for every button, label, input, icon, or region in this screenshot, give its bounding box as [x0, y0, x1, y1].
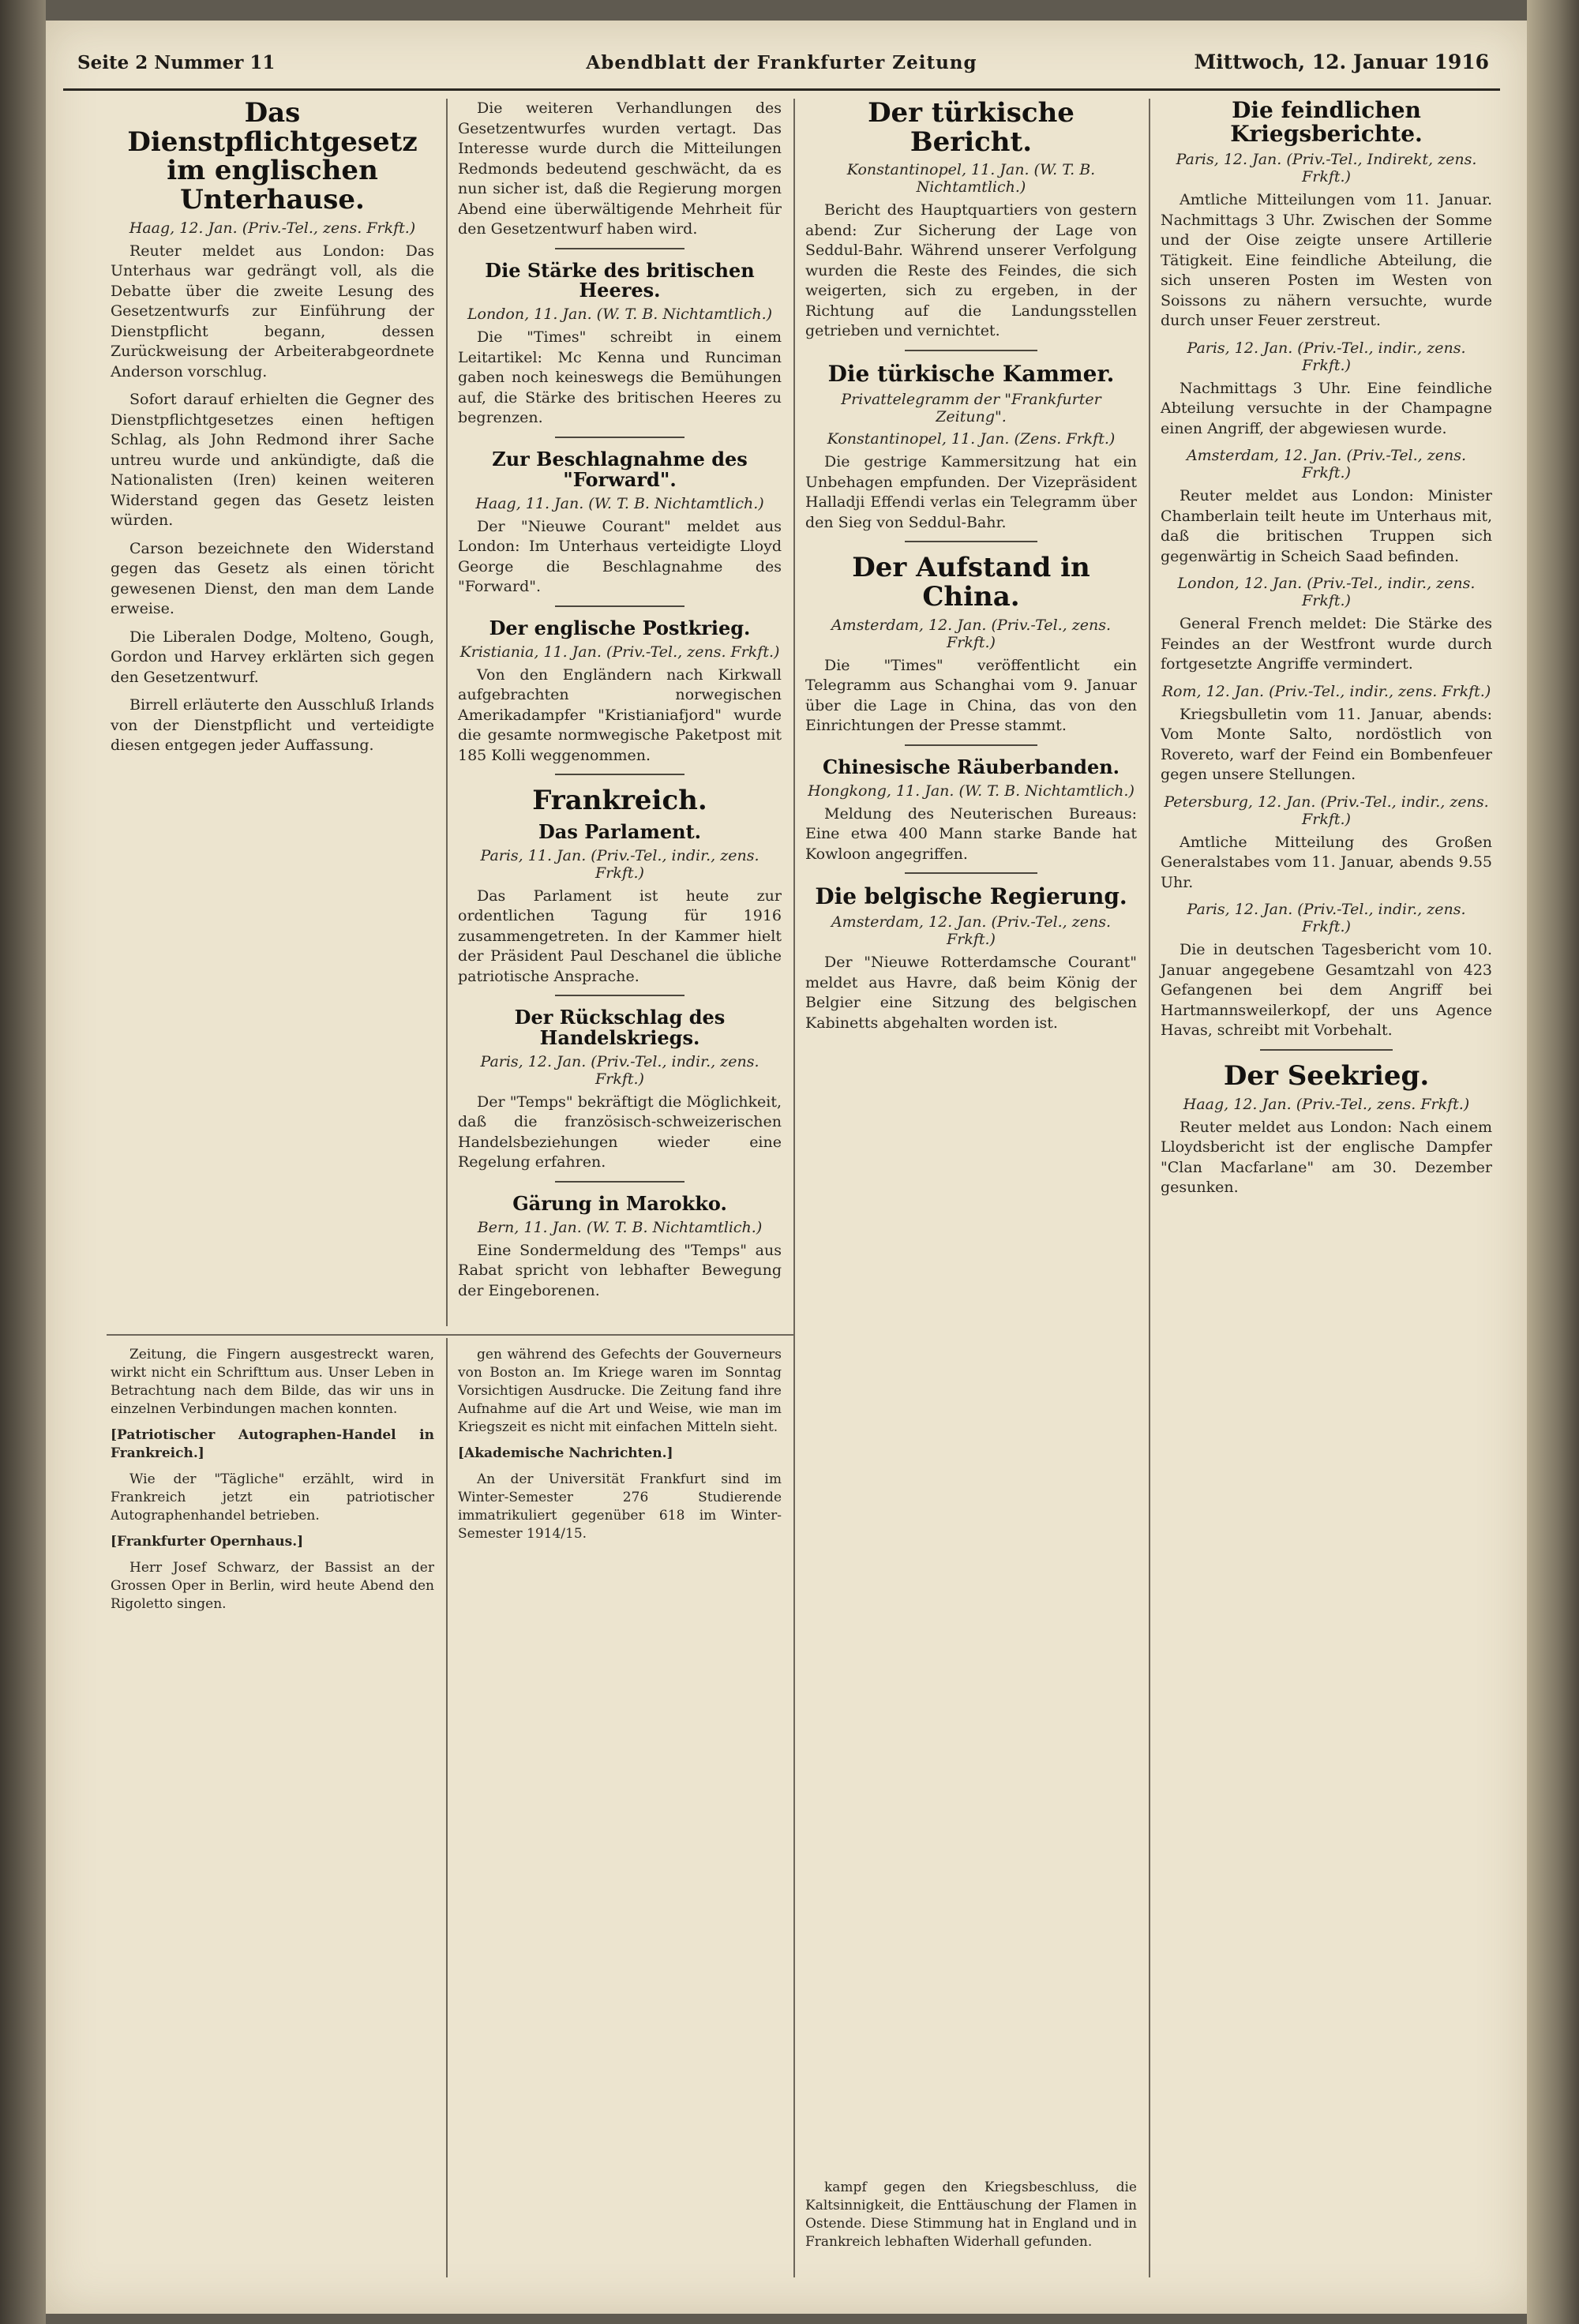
article-paragraph: Die weiteren Verhandlungen des Gesetzentwurfes wurden vertagt. Das Interesse wurde durch die Mitteilungen Redmonds bedeutend geschwächt, da es nun sicher ist, daß die Regierung morgen Abend eine überwältigende Mehrheit für den Gesetzentwurf haben wird.	[458, 99, 782, 238]
section-divider	[555, 995, 684, 996]
feuilleton-paragraph: Herr Josef Schwarz, der Bassist an der Grossen Oper in Berlin, wird heute Abend den Rigoletto singen.	[111, 1560, 434, 1612]
section-divider	[555, 248, 684, 249]
dateline: Paris, 12. Jan. (Priv.-Tel., indir., zens. Frkft.)	[1187, 901, 1466, 936]
article-paragraph: Bericht des Hauptquartiers von gestern abend: Zur Sicherung der Lage von Seddul-Bahr. Während unserer Verfolgung wurden die Reste des Feindes, die sich weigerten, sich zu ergeben, in der Richtung auf die Landungsstellen getrieben und vernichtet.	[805, 201, 1137, 340]
article-paragraph: Birrell erläuterte den Ausschluß Irlands von der Dienstpflicht und verteidigte diesen entgegen jeder Auffassung.	[111, 696, 434, 755]
column-2	[458, 99, 782, 1309]
feuilleton-column-3	[805, 2179, 1137, 2259]
section-divider	[905, 872, 1037, 874]
article-headline: Der türkische Bericht.	[868, 97, 1075, 158]
dateline: Petersburg, 12. Jan. (Priv.-Tel., indir., zens. Frkft.)	[1164, 793, 1489, 828]
column-rule	[446, 99, 448, 1326]
article-paragraph: Carson bezeichnete den Widerstand gegen das Gesetz als einen töricht gewesenen Dienst, den man dem Lande erweise.	[111, 539, 434, 618]
section-divider	[555, 1181, 684, 1183]
dateline: Haag, 12. Jan. (Priv.-Tel., zens. Frkft.)	[129, 219, 416, 237]
article-headline: Die türkische Kammer.	[827, 360, 1115, 387]
feuilleton-column-2	[458, 1346, 782, 1551]
article-headline: Zur Beschlagnahme des "Forward".	[492, 447, 748, 491]
section-divider	[1260, 1049, 1393, 1051]
article-paragraph: Meldung des Neuterischen Bureaus: Eine etwa 400 Mann starke Bande hat Kowloon angegriffen.	[805, 804, 1137, 863]
dateline: Kristiania, 11. Jan. (Priv.-Tel., zens. Frkft.)	[459, 643, 780, 661]
article-headline: Der englische Postkrieg.	[489, 616, 751, 639]
article-subheadline: Privattelegramm der "Frankfurter Zeitung".	[841, 391, 1101, 426]
feuilleton-paragraph: An der Universität Frankfurt sind im Winter-Semester 276 Studierende immatrikuliert gegenüber 618 im Winter-Semester 1914/15.	[458, 1471, 782, 1542]
article-paragraph: Die "Times" veröffentlicht ein Telegramm aus Schanghai vom 9. Januar über die Lage in China, das von den Einrichtungen der Presse stammt.	[805, 656, 1137, 735]
article-subheadline: Das Parlament.	[538, 819, 702, 843]
article-paragraph: Die in deutschen Tagesbericht vom 10. Januar angegebene Gesamtzahl von 423 Gefangenen bei dem Angriff bei Hartmannsweilerkopf, der uns Agence Havas, schreibt mit Vorbehalt.	[1161, 941, 1492, 1040]
article-headline: Der Seekrieg.	[1223, 1059, 1430, 1092]
article-headline: Die belgische Regierung.	[815, 883, 1127, 910]
section-divider	[555, 605, 684, 607]
section-divider	[555, 437, 684, 438]
dateline: Paris, 12. Jan. (Priv.-Tel., Indirekt, zens. Frkft.)	[1176, 151, 1477, 186]
article-paragraph: Die gestrige Kammersitzung hat ein Unbehagen empfunden. Der Vizepräsident Halladji Effendi verlas ein Telegramm über den Sieg von Seddul-Bahr.	[805, 453, 1137, 531]
article-paragraph: Von den Engländern nach Kirkwall aufgebrachten norwegischen Amerikadampfer "Kristianiafjord" wurde die gesamte normwegische Paketpost mit 185 Kolli weggenommen.	[458, 665, 782, 764]
feuilleton-paragraph: Zeitung, die Fingern ausgestreckt waren, wirkt nicht ein Schrifttum aus. Unser Leben in Betrachtung nach dem Bilde, das wir uns in einzelnen Verbindungen machen konnten.	[111, 1347, 434, 1417]
article-headline: Die feindlichen Kriegsberichte.	[1230, 97, 1423, 148]
article-paragraph: Der "Nieuwe Courant" meldet aus London: Im Unterhaus verteidigte Lloyd George die Beschlagnahme des "Forward".	[458, 517, 782, 596]
page-number-label: Seite 2 Nummer 11	[77, 52, 276, 73]
article-headline: Das Dienstpflichtgesetz im englischen Unterhause.	[127, 97, 418, 216]
article-headline: Die Stärke des britischen Heeres.	[485, 258, 755, 302]
article-paragraph: Amtliche Mitteilung des Großen Generalstabes vom 11. Januar, abends 9.55 Uhr.	[1161, 833, 1492, 891]
dateline: Amsterdam, 12. Jan. (Priv.-Tel., zens. Frkft.)	[1186, 447, 1467, 482]
scan-edge-left	[0, 0, 46, 2324]
dateline: Amsterdam, 12. Jan. (Priv.-Tel., zens. Frkft.)	[831, 913, 1112, 949]
feuilleton-paragraph: gen während des Gefechts der Gouverneurs von Boston an. Im Kriege waren im Sonntag Vorsichtigen Ausdrucke. Die Zeitung fand ihre Aufnahme auf die Art und Weise, wie man im Kriegszeit es nicht mit einfachen Mitteln sieht.	[458, 1347, 782, 1435]
dateline: Konstantinopel, 11. Jan. (W. T. B. Nichtamtlich.)	[846, 161, 1096, 197]
column-4	[1161, 99, 1492, 1206]
dateline: Hongkong, 11. Jan. (W. T. B. Nichtamtlich.)	[808, 782, 1135, 800]
scan-edge-right	[1527, 0, 1579, 2324]
dateline: Rom, 12. Jan. (Priv.-Tel., indir., zens. Frkft.)	[1161, 682, 1491, 700]
page-header	[63, 41, 1500, 91]
column-rule	[446, 1338, 448, 2277]
column-rule	[1149, 99, 1150, 2277]
section-divider	[905, 744, 1037, 746]
dateline: Haag, 11. Jan. (W. T. B. Nichtamtlich.)	[475, 494, 764, 512]
section-divider	[555, 774, 684, 775]
article-headline: Der Rückschlag des Handelskriegs.	[514, 1006, 726, 1050]
article-paragraph: Nachmittags 3 Uhr. Eine feindliche Abteilung versuchte in der Champagne einen Angriff, der abgewiesen wurde.	[1161, 379, 1492, 437]
feuilleton-paragraph: Wie der "Tägliche" erzählt, wird in Frankreich jetzt ein patriotischer Autographenhandel betrieben.	[111, 1471, 434, 1524]
article-headline: Chinesische Räuberbanden.	[822, 755, 1120, 778]
article-paragraph: Kriegsbulletin vom 11. Januar, abends: Vom Monte Salto, nordöstlich von Rovereto, warf der Feind ein Bombenfeuer gegen unsere Stellungen.	[1161, 705, 1492, 784]
article-paragraph: General French meldet: Die Stärke des Feindes an der Westfront wurde durch fortgesetzte Angriffe vermindert.	[1161, 615, 1492, 673]
dateline: Amsterdam, 12. Jan. (Priv.-Tel., zens. Frkft.)	[831, 616, 1112, 651]
article-headline: Der Aufstand in China.	[852, 552, 1090, 613]
article-paragraph: Reuter meldet aus London: Nach einem Lloydsbericht ist der englische Dampfer "Clan Macfarlane" am 30. Dezember gesunken.	[1161, 1118, 1492, 1197]
dateline: Paris, 11. Jan. (Priv.-Tel., indir., zens. Frkft.)	[480, 846, 759, 882]
dateline: London, 11. Jan. (W. T. B. Nichtamtlich.)	[467, 305, 773, 324]
section-divider	[905, 541, 1037, 542]
issue-date: Mittwoch, 12. Januar 1916	[1194, 51, 1489, 73]
dateline: Paris, 12. Jan. (Priv.-Tel., indir., zens. Frkft.)	[1187, 339, 1466, 374]
article-paragraph: Eine Sondermeldung des "Temps" aus Rabat spricht von lebhafter Bewegung der Eingeborenen.	[458, 1241, 782, 1299]
article-paragraph: Reuter meldet aus London: Das Unterhaus war gedrängt voll, als die Debatte über die zweite Lesung des Gesetzentwurfs zur Einführung der Dienstpflicht begann, dessen Zurückweisung der Arbeiterabgeordnete Anderson vorschlug.	[111, 242, 434, 380]
article-paragraph: Der "Nieuwe Rotterdamsche Courant" meldet aus Havre, daß beim König der Belgier eine Sitzung des belgischen Kabinetts abgehalten worden ist.	[805, 954, 1137, 1032]
article-headline: Gärung in Marokko.	[512, 1191, 727, 1215]
feuilleton-column-1	[111, 1346, 434, 1621]
article-paragraph: Reuter meldet aus London: Minister Chamberlain teilt heute im Unterhaus mit, daß die britischen Truppen sich gegenwärtig in Scheich Saad befinden.	[1161, 487, 1492, 565]
feuilleton-heading: [Patriotischer Autographen-Handel in Frankreich.]	[111, 1427, 434, 1461]
article-paragraph: Der "Temps" bekräftigt die Möglichkeit, daß die französisch-schweizerischen Handelsbeziehungen wieder eine Regelung erfahren.	[458, 1093, 782, 1171]
article-paragraph: Die Liberalen Dodge, Molteno, Gough, Gordon und Harvey erklärten sich gegen den Gesetzentwurf.	[111, 628, 434, 686]
section-divider	[905, 350, 1037, 351]
column-3	[805, 99, 1137, 1041]
dateline: London, 12. Jan. (Priv.-Tel., indir., zens. Frkft.)	[1177, 575, 1476, 610]
article-paragraph: Die "Times" schreibt in einem Leitartikel: Mc Kenna und Runciman gaben noch keineswegs die Bemühungen auf, die Stärke des britischen Heeres zu begrenzen.	[458, 328, 782, 427]
feuilleton-heading: [Frankfurter Opernhaus.]	[111, 1534, 304, 1550]
feuilleton-rule	[107, 1334, 793, 1336]
article-paragraph: Das Parlament ist heute zur ordentlichen Tagung für 1916 zusammengetreten. In der Kammer hielt der Präsident Paul Deschanel die übliche patriotische Ansprache.	[458, 886, 782, 985]
feuilleton-paragraph: kampf gegen den Kriegsbeschluss, die Kaltsinnigkeit, die Enttäuschung der Flamen in Ostende. Diese Stimmung hat in England und in Frankreich lebhaften Widerhall gefunden.	[805, 2180, 1137, 2250]
column-1	[111, 99, 434, 764]
dateline: Konstantinopel, 11. Jan. (Zens. Frkft.)	[827, 430, 1116, 448]
article-paragraph: Amtliche Mitteilungen vom 11. Januar. Nachmittags 3 Uhr. Zwischen der Somme und der Oise zeigte unsere Artillerie Tätigkeit. Eine feindliche Abteilung, die sich unseren Posten im Westen von Soissons zu nähern versuchte, wurde durch unser Feuer zerstreut.	[1161, 191, 1492, 330]
masthead: Abendblatt der Frankfurter Zeitung	[586, 52, 977, 73]
column-rule	[793, 99, 795, 2277]
dateline: Bern, 11. Jan. (W. T. B. Nichtamtlich.)	[477, 1218, 763, 1236]
dateline: Paris, 12. Jan. (Priv.-Tel., indir., zens. Frkft.)	[480, 1052, 759, 1088]
article-paragraph: Sofort darauf erhielten die Gegner des Dienstpflichtgesetzes einen heftigen Schlag, als John Redmond ihrer Sache untreu wurde und ankündigte, daß die Nationalisten (Iren) keinen weiteren Widerstand gegen das Gesetz leisten würden.	[111, 391, 434, 530]
article-headline: Frankreich.	[532, 785, 707, 817]
feuilleton-heading: [Akademische Nachrichten.]	[458, 1445, 673, 1461]
dateline: Haag, 12. Jan. (Priv.-Tel., zens. Frkft.)	[1183, 1095, 1470, 1113]
